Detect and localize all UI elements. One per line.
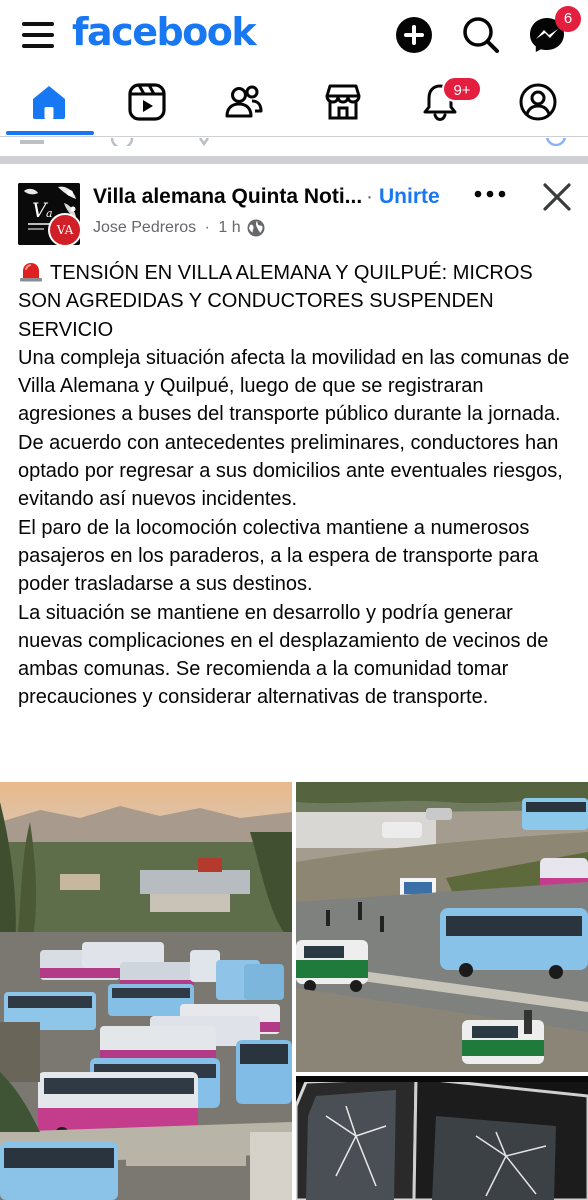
tab-friends[interactable] <box>222 80 266 124</box>
post-headline-text: TENSIÓN EN VILLA ALEMANA Y QUILPUÉ: MICROS SON AGREDIDAS Y CONDUCTORES SUSPENDEN SERVICIO <box>18 262 533 341</box>
post-paragraph: Una compleja situación afecta la movilidad en las comunas de Villa Alemana y Quilpué, luego de que se registraran agresiones a buses del transporte público durante la jornada. <box>18 346 570 426</box>
post-photo-broken-window[interactable] <box>296 1076 588 1200</box>
more-dots-icon[interactable] <box>472 184 508 204</box>
post-photo-street[interactable] <box>296 782 588 1072</box>
join-button[interactable]: Unirte <box>379 185 440 208</box>
author-name[interactable]: Jose Pedreros <box>93 219 197 236</box>
tab-bar <box>0 72 588 136</box>
search-icon[interactable] <box>460 14 502 56</box>
post-meta <box>93 219 258 237</box>
svg-text:V: V <box>32 198 47 222</box>
globe-icon <box>247 219 265 237</box>
facebook-logo[interactable]: facebook <box>72 10 256 54</box>
meta-dot: · <box>204 219 210 236</box>
post-body <box>18 259 578 712</box>
nav-divider <box>0 136 588 137</box>
page-avatar-badge: VA <box>48 213 82 247</box>
siren-emoji-icon <box>18 260 44 282</box>
tab-profile[interactable] <box>516 80 560 124</box>
post-time[interactable]: 1 h <box>218 219 241 236</box>
active-tab-indicator <box>6 131 94 135</box>
post-headline <box>18 259 578 344</box>
tab-reels[interactable] <box>125 80 169 124</box>
svg-text:a: a <box>46 207 53 220</box>
post-photo-bus-depot[interactable] <box>0 782 292 1200</box>
top-bar <box>0 0 588 72</box>
post-paragraph: La situación se mantiene en desarrollo y podría generar nuevas complicaciones en el desplazamiento de vecinos de ambas comunas. Se recomienda a la comunidad tomar precauciones y considerar alternativas de transporte. <box>18 601 549 709</box>
feed-separator <box>0 156 588 164</box>
page-name[interactable]: Villa alemana Quinta Noti... <box>93 185 363 208</box>
previous-post-edge <box>20 138 580 146</box>
post-paragraph: El paro de la locomoción colectiva mantiene a numerosos pasajeros en los paraderos, a la espera de transporte para poder trasladarse a sus destinos. <box>18 516 539 596</box>
tab-marketplace[interactable] <box>321 80 365 124</box>
post-paragraph: De acuerdo con antecedentes preliminares, conductores han optado por regresar a sus domicilios ante eventuales riesgos, evitando así nuevos incidentes. <box>18 431 563 511</box>
notifications-badge: 9+ <box>442 76 482 102</box>
plus-circle-icon[interactable] <box>393 14 435 56</box>
close-icon[interactable] <box>540 180 574 214</box>
header-dot: · <box>366 185 373 208</box>
messenger-badge: 6 <box>555 6 581 32</box>
tab-home[interactable] <box>27 80 71 124</box>
hamburger-icon[interactable] <box>22 20 56 50</box>
